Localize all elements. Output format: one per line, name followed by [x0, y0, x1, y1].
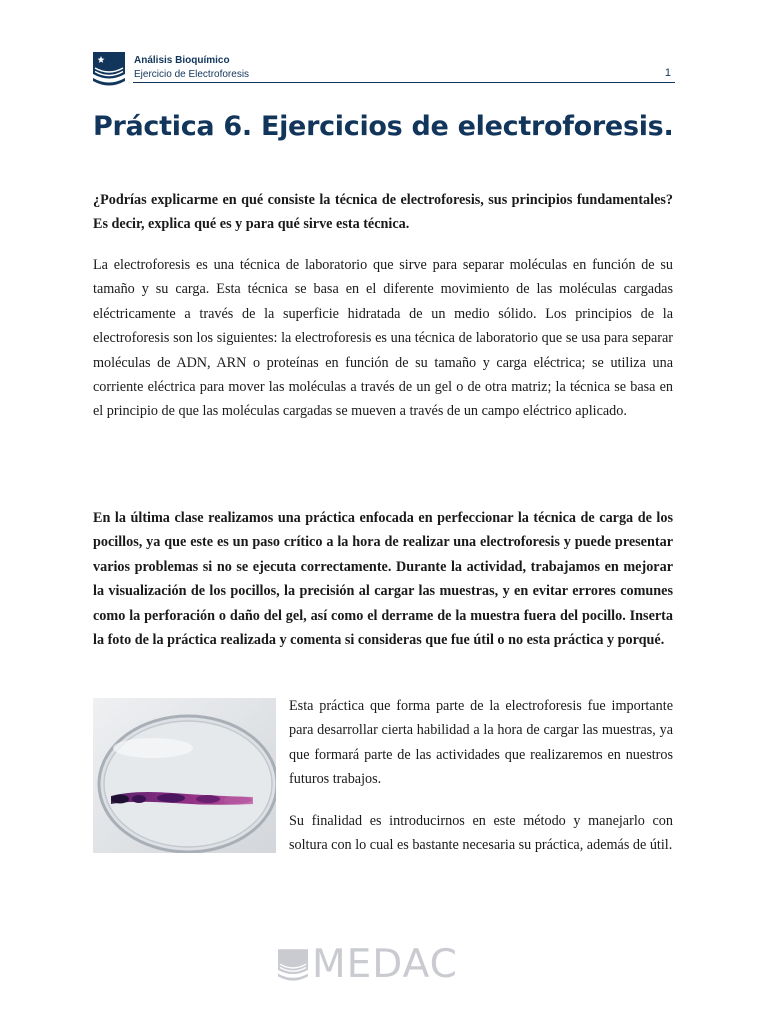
page-header [93, 52, 675, 86]
page-number: 1 [664, 67, 671, 79]
question-2: En la última clase realizamos una práctica enfocada en perfeccionar la técnica de carga de los pocillos, ya que este es un paso crítico a la hora de realizar una electroforesis y puede presentar varios problemas si no se ejecuta correctamente. Durante la actividad, trabajamos en mejorar la visualización de los pocillos, la precisión al cargar las muestras, y en evitar errores comunes como la perforación o daño del gel, así como el derrame de la muestra fuera del pocillo. Inserta la foto de la práctica realizada y comenta si consideras que fue útil o no esta práctica y porqué. [93, 510, 673, 649]
page-title: Práctica 6. Ejercicios de electroforesis. [93, 111, 674, 142]
comment-paragraph-1: Esta práctica que forma parte de la electroforesis fue importante para desarrollar cierta habilidad a la hora de cargar las muestras, ya que formará parte de las actividades que realizaremos en nuestros futuros trabajos. [289, 698, 673, 788]
medac-footer-shield-icon [278, 948, 308, 986]
header-divider [133, 82, 675, 83]
course-title: Análisis Bioquímico [134, 55, 230, 66]
petri-dish-image-icon [93, 698, 276, 853]
medac-shield-logo-icon [93, 52, 125, 90]
page-footer [278, 942, 478, 988]
petri-dish-photo [93, 698, 276, 853]
comment-paragraph-2: Su finalidad es introducirnos en este método y manejarlo con soltura con lo cual es bastante necesaria su práctica, además de útil. [289, 813, 673, 854]
exercise-subtitle: Ejercicio de Electroforesis [134, 69, 250, 80]
question-1: ¿Podrías explicarme en qué consiste la técnica de electroforesis, sus principios fundamentales? Es decir, explica qué es y para qué sirve esta técnica. [93, 192, 673, 233]
footer-brand: MEDAC [312, 942, 458, 987]
answer-1: La electroforesis es una técnica de laboratorio que sirve para separar moléculas en función de su tamaño y su carga. Esta técnica se basa en el diferente movimiento de las moléculas cargadas eléctricamente a través de la superficie hidratada de un medio sólido. Los principios de la electroforesis son los siguientes: la electroforesis es una técnica de laboratorio que se usa para separar moléculas de ADN, ARN o proteínas en función de su tamaño y carga eléctrica; se utiliza una corriente eléctrica para mover las moléculas a través de un gel o de otra matriz; la técnica se basa en el principio de que las moléculas cargadas se mueven a través de un campo eléctrico aplicado. [93, 257, 673, 420]
